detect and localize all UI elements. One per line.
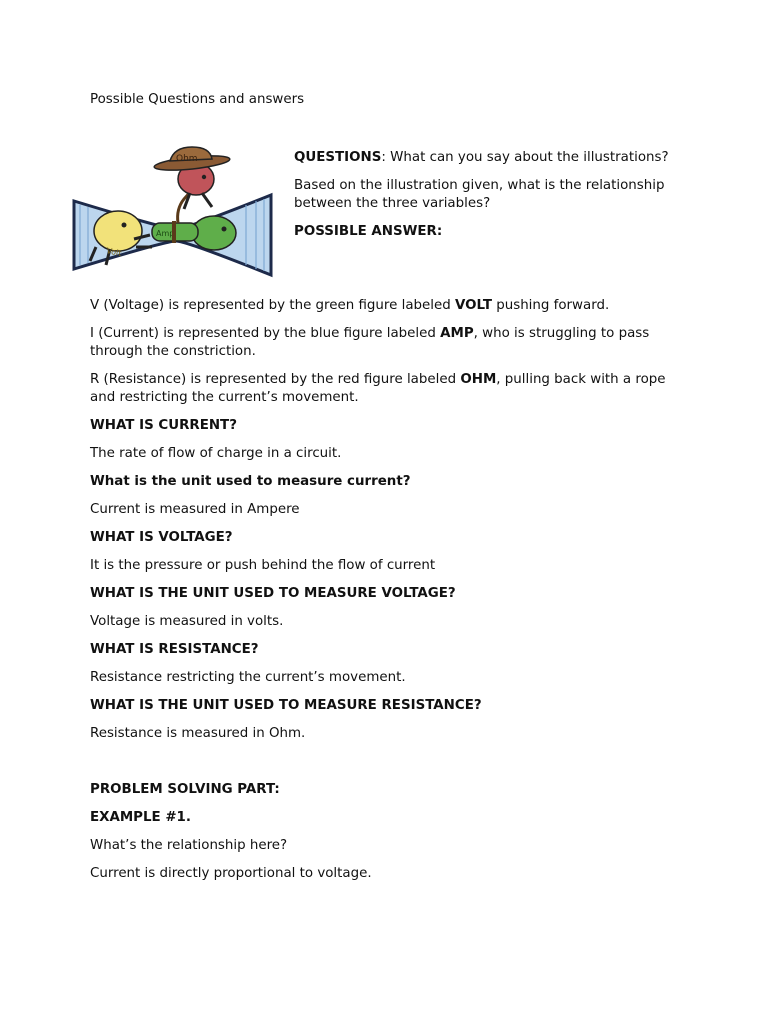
resistance-answer-tail: , pulling back with a rope and restricting the current’s movement. <box>90 372 666 405</box>
example-answer: Current is directly proportional to voltage. <box>90 866 372 881</box>
qa-question: WHAT IS VOLTAGE? <box>90 530 233 545</box>
qa-answer: Resistance is measured in Ohm. <box>90 726 306 741</box>
volt-keyword: VOLT <box>455 298 492 313</box>
voltage-answer <box>90 297 690 315</box>
ohms-law-illustration <box>66 143 276 279</box>
questions-block <box>294 149 704 251</box>
voltage-answer-tail: pushing forward. <box>491 298 610 313</box>
ohm-keyword: OHM <box>460 372 497 387</box>
ohm-label: Ohm <box>176 154 198 164</box>
volt-label: Volt <box>105 246 123 259</box>
qa-answer: Resistance restricting the current’s movement. <box>90 670 406 685</box>
section-spacer <box>90 753 690 781</box>
ohm-figure <box>154 147 231 209</box>
resistance-answer-text: R (Resistance) is represented by the red figure labeled <box>90 372 461 387</box>
qa-question: WHAT IS THE UNIT USED TO MEASURE RESISTANCE? <box>90 698 482 713</box>
problem-solving-heading: PROBLEM SOLVING PART: <box>90 782 280 797</box>
qa-answer: The rate of flow of charge in a circuit. <box>90 446 342 461</box>
current-answer-tail: , who is struggling to pass through the constriction. <box>90 326 650 359</box>
answers-body <box>90 297 690 893</box>
possible-answer-label: POSSIBLE ANSWER: <box>294 224 443 239</box>
resistance-answer <box>90 371 690 407</box>
current-answer <box>90 325 690 361</box>
qa-answer: Current is measured in Ampere <box>90 502 300 517</box>
questions-paragraph <box>294 149 704 167</box>
amp-keyword: AMP <box>440 326 474 341</box>
question-1-text: : What can you say about the illustrations? <box>381 150 669 165</box>
current-answer-text: I (Current) is represented by the blue figure labeled <box>90 326 441 341</box>
amp-label: Amp <box>156 229 175 238</box>
qa-question: What is the unit used to measure current? <box>90 474 411 489</box>
page-title: Possible Questions and answers <box>90 92 305 107</box>
qa-answer: Voltage is measured in volts. <box>90 614 284 629</box>
question-2-text: Based on the illustration given, what is the relationship between the three variables? <box>294 178 665 211</box>
example-label: EXAMPLE #1. <box>90 810 191 825</box>
qa-answer: It is the pressure or push behind the flow of current <box>90 558 436 573</box>
example-question: What’s the relationship here? <box>90 838 288 853</box>
qa-question: WHAT IS RESISTANCE? <box>90 642 259 657</box>
qa-question: WHAT IS THE UNIT USED TO MEASURE VOLTAGE? <box>90 586 456 601</box>
qa-question: WHAT IS CURRENT? <box>90 418 237 433</box>
ohms-law-cartoon-image <box>66 143 276 279</box>
voltage-answer-text: V (Voltage) is represented by the green figure labeled <box>90 298 455 313</box>
questions-label: QUESTIONS <box>294 150 382 165</box>
